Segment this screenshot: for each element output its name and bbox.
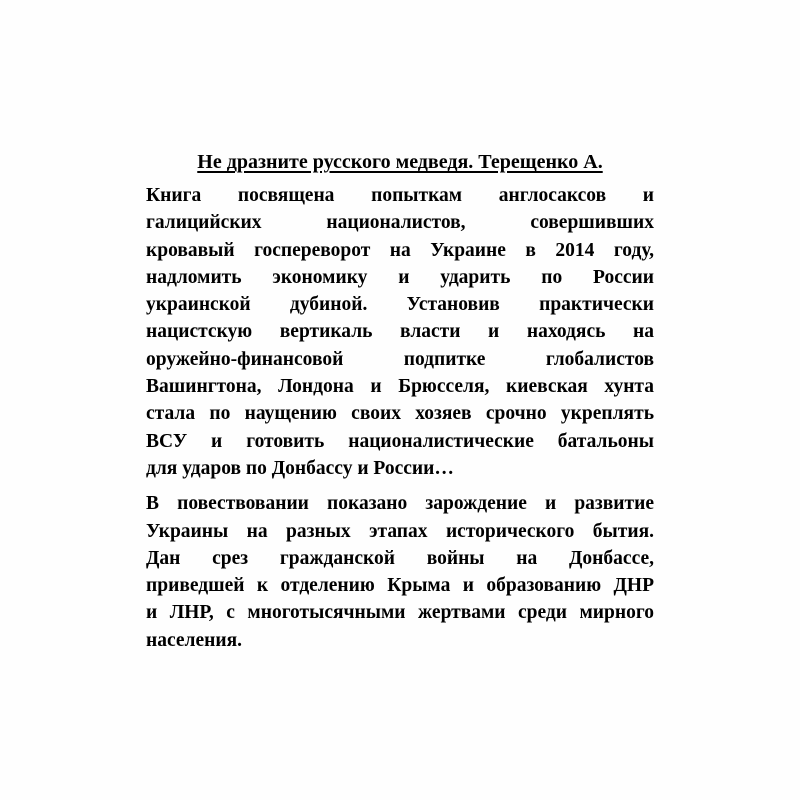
text-line: Книга посвящена попыткам англосаксов и [146, 185, 654, 206]
book-title: Не дразните русского медведя. Терещенко А. [197, 151, 603, 173]
text-line: В повествовании показано зарождение и развитие [146, 493, 654, 515]
text-line: Украины на разных этапах исторического бытия. [146, 520, 654, 542]
text-line: и ЛНР, с многотысячными жертвами среди мирного [146, 602, 654, 624]
text-line: нацистскую вертикаль власти и находясь на [146, 321, 654, 343]
text-line: приведшей к отделению Крыма и образованию ДНР [146, 575, 654, 597]
text-line: Дан срез гражданской войны на Донбассе, [146, 547, 654, 569]
paragraph-1 [146, 182, 654, 482]
text-line: кровавый госпереворот на Украине в 2014 году, [146, 239, 654, 261]
text-line: ВСУ и готовить националистические батальоны [146, 430, 654, 452]
text-line: украинской дубиной. Установив практически [146, 294, 654, 316]
text-line: надломить экономику и ударить по России [146, 266, 654, 288]
book-description [146, 149, 654, 654]
paragraph-2 [146, 490, 654, 654]
text-line: галицийских националистов, совершивших [146, 212, 654, 234]
text-line: оружейно-финансовой подпитке глобалистов [146, 348, 654, 370]
text-line: населения. [146, 629, 243, 651]
text-line: Вашингтона, Лондона и Брюсселя, киевская хунта [146, 376, 654, 398]
text-line: для ударов по Донбассу и России… [146, 457, 454, 479]
text-line: стала по наущению своих хозяев срочно укреплять [146, 403, 654, 425]
